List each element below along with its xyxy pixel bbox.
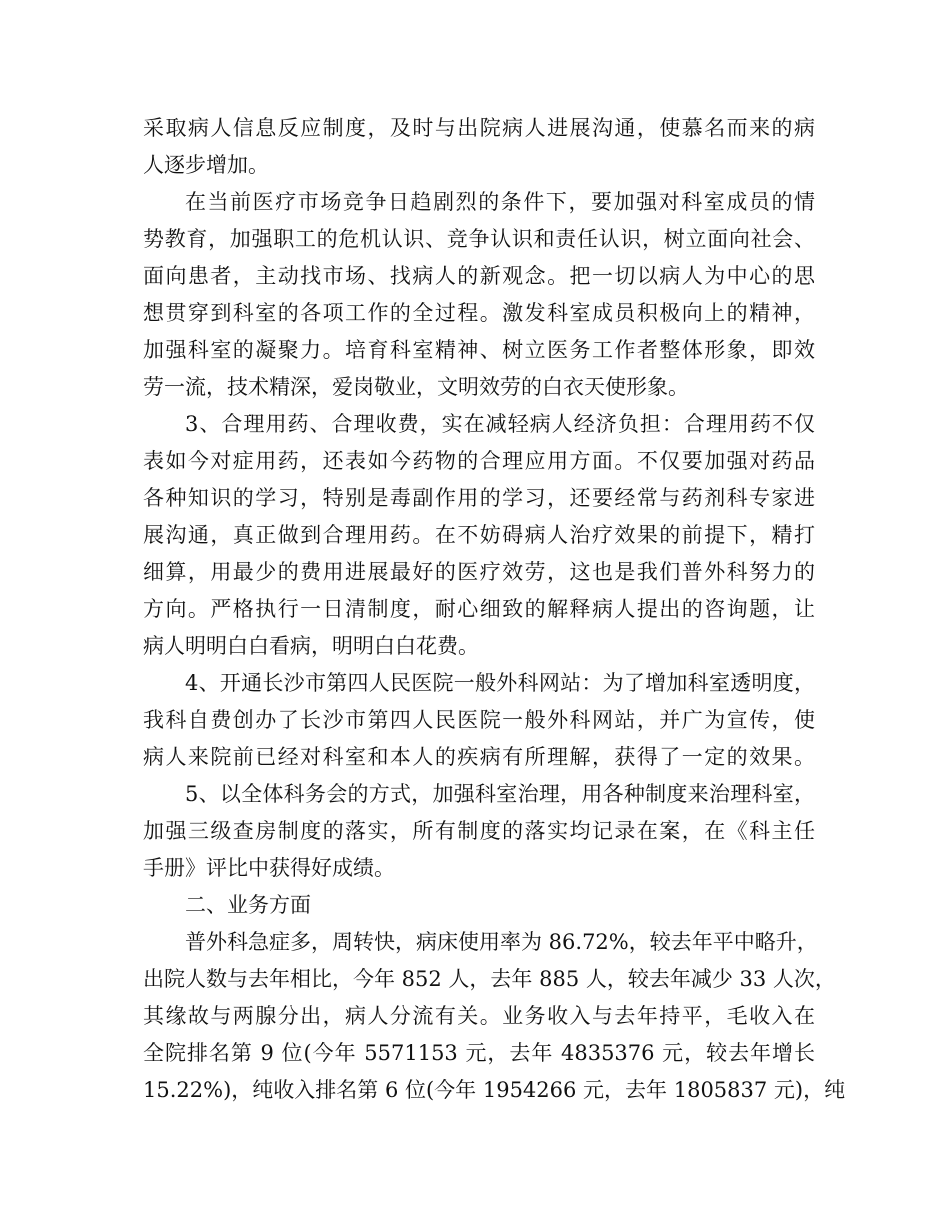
text-line: 采取病人信息反应制度，及时与出院病人进展沟通，使慕名而来的病: [143, 116, 815, 140]
text-line: 病人来院前已经对科室和本人的疾病有所理解，获得了一定的效果。: [143, 745, 815, 769]
text-line: 想贯穿到科室的各项工作的全过程。激发科室成员积极向上的精神，: [143, 301, 815, 325]
text-line: 在当前医疗市场竞争日趋剧烈的条件下，要加强对科室成员的情: [185, 190, 815, 214]
text-line: 普外科急症多，周转快，病床使用率为 86.72%，较去年平中略升，: [185, 930, 818, 954]
text-line: 各种知识的学习，特别是毒副作用的学习，还要经常与药剂科专家进: [143, 486, 815, 510]
text-line: 手册》评比中获得好成绩。: [143, 856, 395, 880]
text-line: 细算，用最少的费用进展最好的医疗效劳，这也是我们普外科努力的: [143, 560, 815, 584]
text-line: 出院人数与去年相比，今年 852 人，去年 885 人，较去年减少 33 人次，: [143, 967, 836, 991]
text-line: 方向。严格执行一日清制度，耐心细致的解释病人提出的咨询题，让: [143, 597, 815, 621]
text-line: 表如今对症用药，还表如今药物的合理应用方面。不仅要加强对药品: [143, 449, 815, 473]
section-heading: 二、业务方面: [185, 893, 311, 917]
text-line: 劳一流，技术精深，爱岗敬业，文明效劳的白衣天使形象。: [143, 375, 689, 399]
text-line: 势教育，加强职工的危机认识、竞争认识和责任认识，树立面向社会、: [143, 227, 815, 251]
text-line: 其缘故与两腺分出，病人分流有关。业务收入与去年持平，毛收入在: [143, 1004, 815, 1028]
document-page: [143, 0, 846, 1230]
text-line: 全院排名第 9 位(今年 5571153 元，去年 4835376 元，较去年增长: [143, 1041, 815, 1065]
text-line: 人逐步增加。: [143, 153, 269, 177]
text-line: 加强三级查房制度的落实，所有制度的落实均记录在案，在《科主任: [143, 819, 815, 843]
text-line: 15.22%)，纯收入排名第 6 位(今年 1954266 元，去年 1805837 元)，纯: [143, 1078, 846, 1102]
text-line: 面向患者，主动找市场、找病人的新观念。把一切以病人为中心的思: [143, 264, 815, 288]
text-line: 加强科室的凝聚力。培育科室精神、树立医务工作者整体形象，即效: [143, 338, 815, 362]
text-line: 展沟通，真正做到合理用药。在不妨碍病人治疗效果的前提下，精打: [143, 523, 815, 547]
text-line: 5、以全体科务会的方式，加强科室治理，用各种制度来治理科室，: [185, 782, 815, 806]
text-line: 3、合理用药、合理收费，实在减轻病人经济负担：合理用药不仅: [185, 412, 815, 436]
text-line: 我科自费创办了长沙市第四人民医院一般外科网站，并广为宣传，使: [143, 708, 815, 732]
text-line: 病人明明白白看病，明明白白花费。: [143, 634, 479, 658]
text-line: 4、开通长沙市第四人民医院一般外科网站：为了增加科室透明度，: [185, 671, 815, 695]
